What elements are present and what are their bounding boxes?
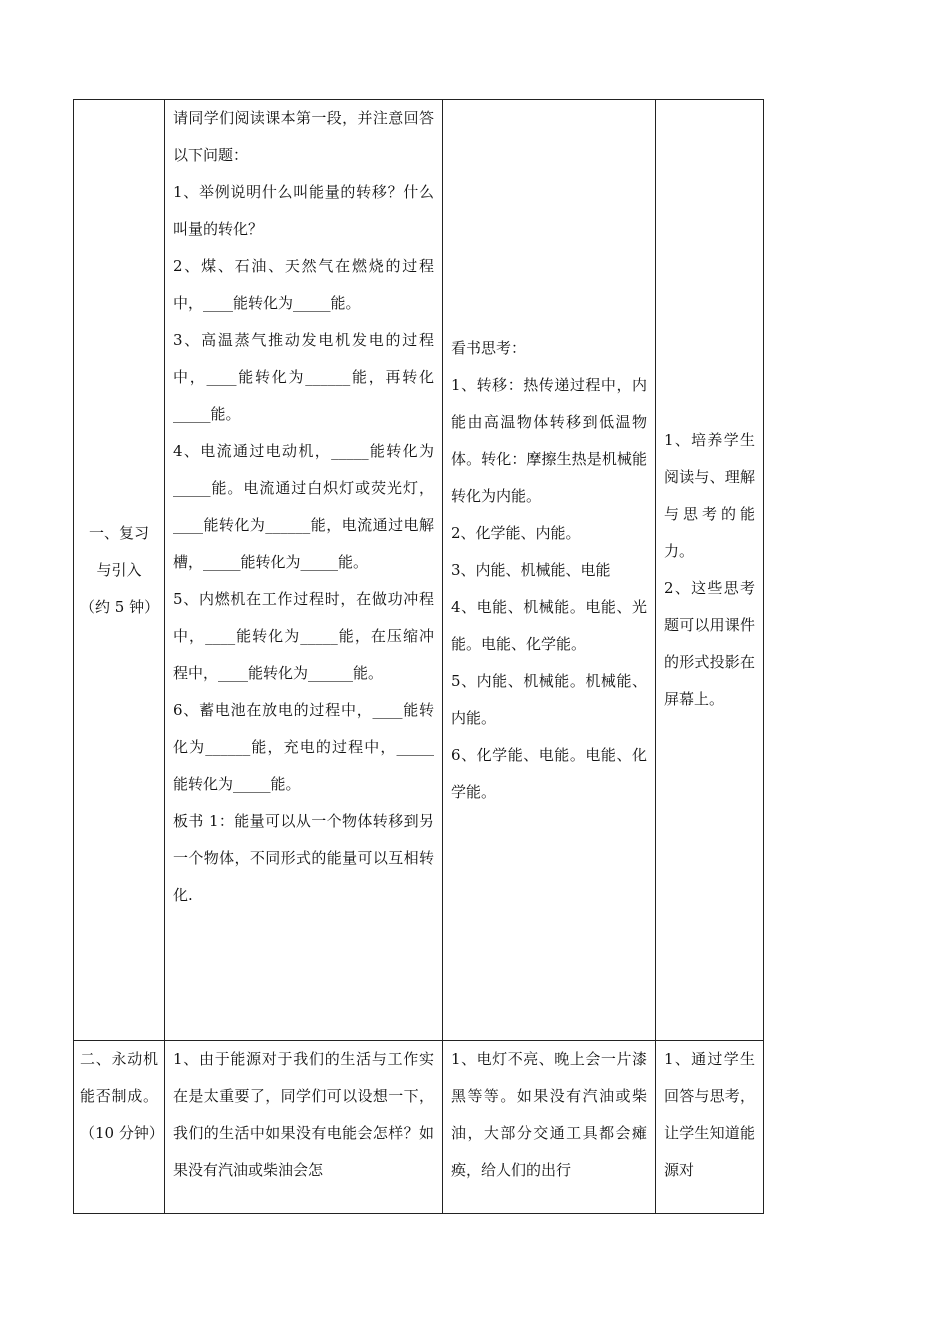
stage-line: 一、复习 bbox=[88, 523, 149, 542]
stage-line: （约 5 钟） bbox=[80, 597, 160, 616]
paragraph: 5、内燃机在工作过程时，在做功冲程中，____能转化为_____能，在压缩冲程中，____能转化为______能。 bbox=[173, 590, 434, 682]
paragraph: 6、蓄电池在放电的过程中，____能转化为______能，充电的过程中，_____能转化为_____能。 bbox=[173, 701, 434, 793]
paragraph: 4、电流通过电动机，_____能转化为_____能。电流通过白炽灯或荧光灯，____能转化为______能，电流通过电解槽，_____能转化为_____能。 bbox=[173, 442, 434, 571]
paragraph: 2、化学能、内能。 bbox=[451, 523, 581, 542]
table-row bbox=[74, 1041, 764, 1214]
student-activity-cell bbox=[443, 1041, 656, 1214]
paragraph: 4、电能、机械能。电能、光能。电能、化学能。 bbox=[451, 597, 647, 653]
paragraph: 1、举例说明什么叫能量的转移？什么叫量的转化？ bbox=[173, 183, 434, 238]
paragraph: 3、高温蒸气推动发电机发电的过程中，____能转化为______能，再转化_____能。 bbox=[173, 331, 434, 423]
paragraph: 2、煤、石油、天然气在燃烧的过程中，____能转化为_____能。 bbox=[173, 257, 434, 312]
paragraph: 1、由于能源对于我们的生活与工作实在是太重要了，同学们可以设想一下，我们的生活中如果没有电能会怎样？如果没有汽油或柴油会怎 bbox=[173, 1050, 434, 1179]
stage-cell bbox=[74, 1041, 165, 1214]
design-intent-cell bbox=[656, 100, 764, 1041]
paragraph: 2、这些思考题可以用课件的形式投影在屏幕上。 bbox=[664, 579, 755, 708]
design-intent-cell bbox=[656, 1041, 764, 1214]
paragraph: 1、通过学生回答与思考，让学生知道能源对 bbox=[664, 1050, 755, 1179]
stage-cell bbox=[74, 100, 165, 1041]
stage-line: 二、永动机能否制成。（10 分钟） bbox=[80, 1050, 164, 1142]
teacher-activity-cell bbox=[165, 100, 443, 1041]
paragraph: 板书 1：能量可以从一个物体转移到另一个物体，不同形式的能量可以互相转化. bbox=[173, 812, 434, 904]
table-row bbox=[74, 100, 764, 1041]
paragraph: 1、转移：热传递过程中，内能由高温物体转移到低温物体。转化：摩擦生热是机械能转化为内能。 bbox=[451, 375, 647, 505]
teacher-activity-cell bbox=[165, 1041, 443, 1214]
stage-line: 与引入 bbox=[96, 560, 142, 579]
student-activity-cell bbox=[443, 100, 656, 1041]
paragraph: 3、内能、机械能、电能 bbox=[451, 560, 611, 579]
paragraph: 1、培养学生阅读与、理解与思考的能力。 bbox=[664, 431, 755, 560]
lesson-plan-table bbox=[73, 99, 764, 1214]
paragraph: 6、化学能、电能。电能、化学能。 bbox=[451, 745, 647, 801]
paragraph: 5、内能、机械能。机械能、内能。 bbox=[451, 671, 647, 727]
paragraph: 1、电灯不亮、晚上会一片漆黑等等。如果没有汽油或柴油，大部分交通工具都会瘫痪，给人们的出行 bbox=[451, 1050, 647, 1179]
paragraph: 请同学们阅读课本第一段，并注意回答以下问题： bbox=[173, 109, 434, 164]
paragraph: 看书思考： bbox=[451, 338, 527, 357]
